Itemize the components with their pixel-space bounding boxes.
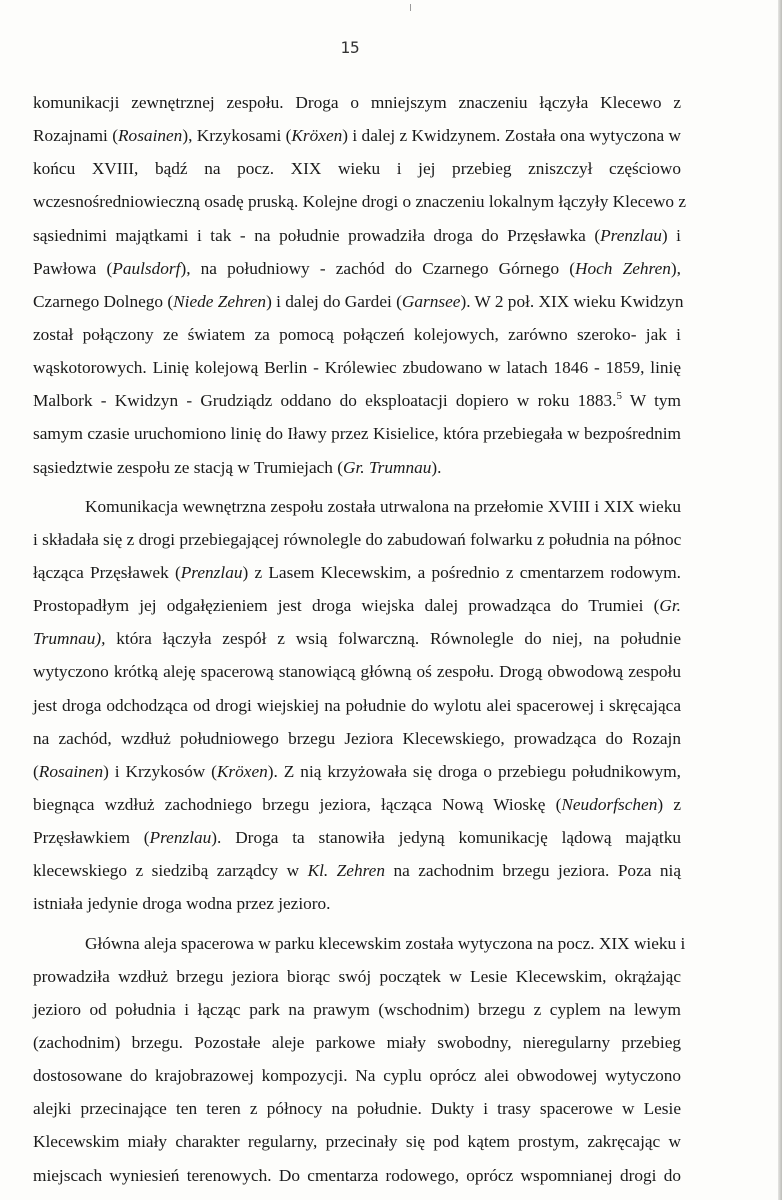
german-place-name: Rosainen bbox=[118, 126, 183, 146]
text-line bbox=[33, 119, 681, 152]
text-line bbox=[33, 655, 681, 688]
german-place-name: Kl. Zehren bbox=[307, 861, 385, 881]
text-line bbox=[33, 689, 681, 722]
text-run: dostosowane do krajobrazowej kompozycji. Na cyplu oprócz alei obwodowej wytyczono bbox=[33, 1066, 681, 1086]
text-run: Rozajnami ( bbox=[33, 126, 118, 146]
text-line bbox=[33, 351, 681, 384]
text-line bbox=[33, 523, 681, 556]
text-line bbox=[33, 821, 681, 854]
text-run: alejki przecinające ten teren z północy na południe. Dukty i trasy spacerowe w Lesie bbox=[33, 1099, 681, 1119]
text-line bbox=[33, 219, 681, 252]
text-line bbox=[33, 152, 681, 185]
text-run: W tym bbox=[621, 391, 681, 411]
scan-mark bbox=[410, 4, 411, 11]
text-line bbox=[33, 417, 681, 450]
text-run: sąsiednimi majątkami i tak - na południe prowadziła droga do Przęsławka ( bbox=[33, 225, 601, 245]
german-place-name: Kröxen bbox=[291, 126, 343, 146]
german-place-name: Neudorfschen bbox=[561, 794, 658, 814]
text-line bbox=[33, 1026, 681, 1059]
text-line bbox=[33, 1092, 681, 1125]
text-line bbox=[33, 490, 681, 523]
text-run: ). bbox=[431, 457, 442, 477]
text-line bbox=[33, 451, 681, 484]
text-run: Prostopadłym jej odgałęzieniem jest droga wiejska dalej prowadząca do Trumiei ( bbox=[33, 596, 660, 616]
text-run: sąsiedztwie zespołu ze stacją w Trumiejach ( bbox=[33, 457, 344, 477]
text-run: samym czasie uruchomiono linię do Iławy przez Kisielice, która przebiegała w bezpośrednim bbox=[33, 424, 681, 444]
text-run: Przęsławkiem ( bbox=[33, 828, 150, 848]
text-line bbox=[33, 589, 681, 622]
text-run: na zachód, wzdłuż południowego brzegu Jeziora Klecewskiego, prowadząca do Rozajn bbox=[33, 728, 681, 748]
text-line bbox=[33, 285, 684, 318]
german-place-name: Gr. bbox=[659, 596, 681, 616]
text-line bbox=[33, 722, 681, 755]
text-run: Główna aleja spacerowa w parku klecewskim została wytyczona na pocz. XIX wieku i bbox=[85, 933, 686, 953]
text-run: ) i dalej z Kwidzynem. Została ona wytyczona w bbox=[342, 126, 681, 146]
text-run: komunikacji zewnętrznej zespołu. Droga o mniejszym znaczeniu łączyła Klecewo z bbox=[33, 93, 681, 112]
text-run: ( bbox=[33, 761, 39, 781]
text-line bbox=[33, 384, 681, 417]
text-run: Czarnego Dolnego ( bbox=[33, 291, 174, 311]
text-run: Komunikacja wewnętrzna zespołu została utrwalona na przełomie XVIII i XIX wieku bbox=[85, 496, 681, 516]
german-place-name: Garnsee bbox=[401, 291, 461, 311]
page-edge-shadow bbox=[778, 0, 782, 1200]
text-run: na zachodnim brzegu jeziora. Poza nią bbox=[385, 861, 681, 881]
text-line bbox=[33, 622, 681, 655]
german-place-name: Paulsdorf bbox=[112, 258, 181, 278]
text-run: jest droga odchodząca od drogi wiejskiej na południe do wylotu alei spacerowej i skręcająca bbox=[33, 695, 681, 715]
text-run: ). Droga ta stanowiła jedyną komunikację lądową majątku bbox=[211, 828, 681, 848]
text-run: biegnąca wzdłuż zachodniego brzegu jeziora, łącząca Nową Wioskę ( bbox=[33, 794, 562, 814]
text-run: miejscach wyniesień terenowych. Do cmentarza rodowego, oprócz wspomnianej drogi do bbox=[33, 1165, 681, 1185]
text-line bbox=[33, 788, 681, 821]
text-line bbox=[33, 1159, 681, 1192]
text-line bbox=[33, 993, 681, 1026]
text-run: ) z Lasem Klecewskim, a pośrednio z cmentarzem rodowym. bbox=[242, 562, 681, 582]
text-run: ). W 2 poł. XIX wieku Kwidzyn bbox=[460, 291, 684, 311]
text-line bbox=[33, 185, 687, 218]
text-run: ) z bbox=[657, 794, 681, 814]
text-run: prowadziła wzdłuż brzegu jeziora biorąc swój początek w Lesie Klecewskim, okrążając bbox=[33, 966, 681, 986]
german-place-name: Kröxen bbox=[216, 761, 268, 781]
text-run: i składała się z drogi przebiegającej równolegle do zabudowań folwarku z południa na północ bbox=[33, 529, 682, 549]
german-place-name: Gr. Trumnau bbox=[343, 457, 432, 477]
german-place-name: Prenzlau bbox=[180, 562, 243, 582]
text-run: ), Krzykosami ( bbox=[182, 126, 292, 146]
text-run: wytyczono krótką aleję spacerową stanowiącą główną oś zespołu. Drogą obwodową zespołu bbox=[33, 662, 681, 682]
text-line bbox=[33, 854, 681, 887]
text-run: wczesnośredniowieczną osadę pruską. Kolejne drogi o znaczeniu lokalnym łączyły Klecewo z bbox=[33, 192, 687, 212]
text-run: która łączyła zespół z wsią folwarczną. Równolegle do niej, na południe bbox=[105, 629, 681, 649]
text-line bbox=[33, 252, 681, 285]
text-run: klecewskiego z siedzibą zarządcy w bbox=[33, 861, 308, 881]
text-run: łącząca Przęsławek ( bbox=[33, 562, 181, 582]
text-line bbox=[33, 1125, 681, 1158]
text-line bbox=[33, 755, 681, 788]
text-run: ), na południowy - zachód do Czarnego Górnego ( bbox=[180, 258, 576, 278]
text-run: ) i Krzykosów ( bbox=[103, 761, 217, 781]
page-number: 15 bbox=[340, 38, 360, 57]
text-line bbox=[33, 556, 681, 589]
german-place-name: Niede Zehren bbox=[173, 291, 267, 311]
text-line bbox=[33, 86, 681, 119]
document-body bbox=[33, 86, 687, 1192]
text-run: Pawłowa ( bbox=[33, 258, 113, 278]
text-run: ). Z nią krzyżowała się droga o przebiegu południkowym, bbox=[267, 761, 681, 781]
text-run: (zachodnim) brzegu. Pozostałe aleje parkowe miały swobodny, nieregularny przebieg bbox=[33, 1032, 681, 1052]
text-line bbox=[33, 1059, 681, 1092]
text-line bbox=[33, 927, 686, 960]
text-run: Klecewskim miały charakter regularny, przecinały się pod kątem prostym, zakręcając w bbox=[33, 1132, 681, 1152]
text-line bbox=[33, 887, 681, 920]
text-run: końcu XVIII, bądź na pocz. XIX wieku i jej przebieg zniszczył częściowo bbox=[33, 159, 681, 179]
text-run: wąskotorowych. Linię kolejową Berlin - Królewiec zbudowano w latach 1846 - 1859, linię bbox=[33, 358, 681, 378]
text-run: jezioro od południa i łącząc park na prawym (wschodnim) brzegu z cyplem na lewym bbox=[33, 999, 681, 1019]
text-run: Malbork - Kwidzyn - Grudziądz oddano do eksploatacji dopiero w roku 1883. bbox=[33, 391, 617, 411]
text-run: ), bbox=[670, 258, 681, 278]
text-run: ) i bbox=[661, 225, 681, 245]
text-line bbox=[33, 960, 681, 993]
german-place-name: Hoch Zehren bbox=[575, 258, 671, 278]
german-place-name: Rosainen bbox=[38, 761, 104, 781]
text-line bbox=[33, 318, 681, 351]
text-run: został połączony ze światem za pomocą połączeń kolejowych, zarówno szeroko- jak i bbox=[33, 324, 681, 344]
footnote-marker: 5 bbox=[616, 390, 622, 403]
german-place-name: Prenzlau bbox=[149, 828, 212, 848]
text-run: ) i dalej do Gardei ( bbox=[266, 291, 402, 311]
text-run: istniała jedynie droga wodna przez jezioro. bbox=[33, 894, 331, 914]
german-place-name: Trumnau), bbox=[33, 629, 106, 649]
german-place-name: Prenzlau bbox=[600, 225, 662, 245]
